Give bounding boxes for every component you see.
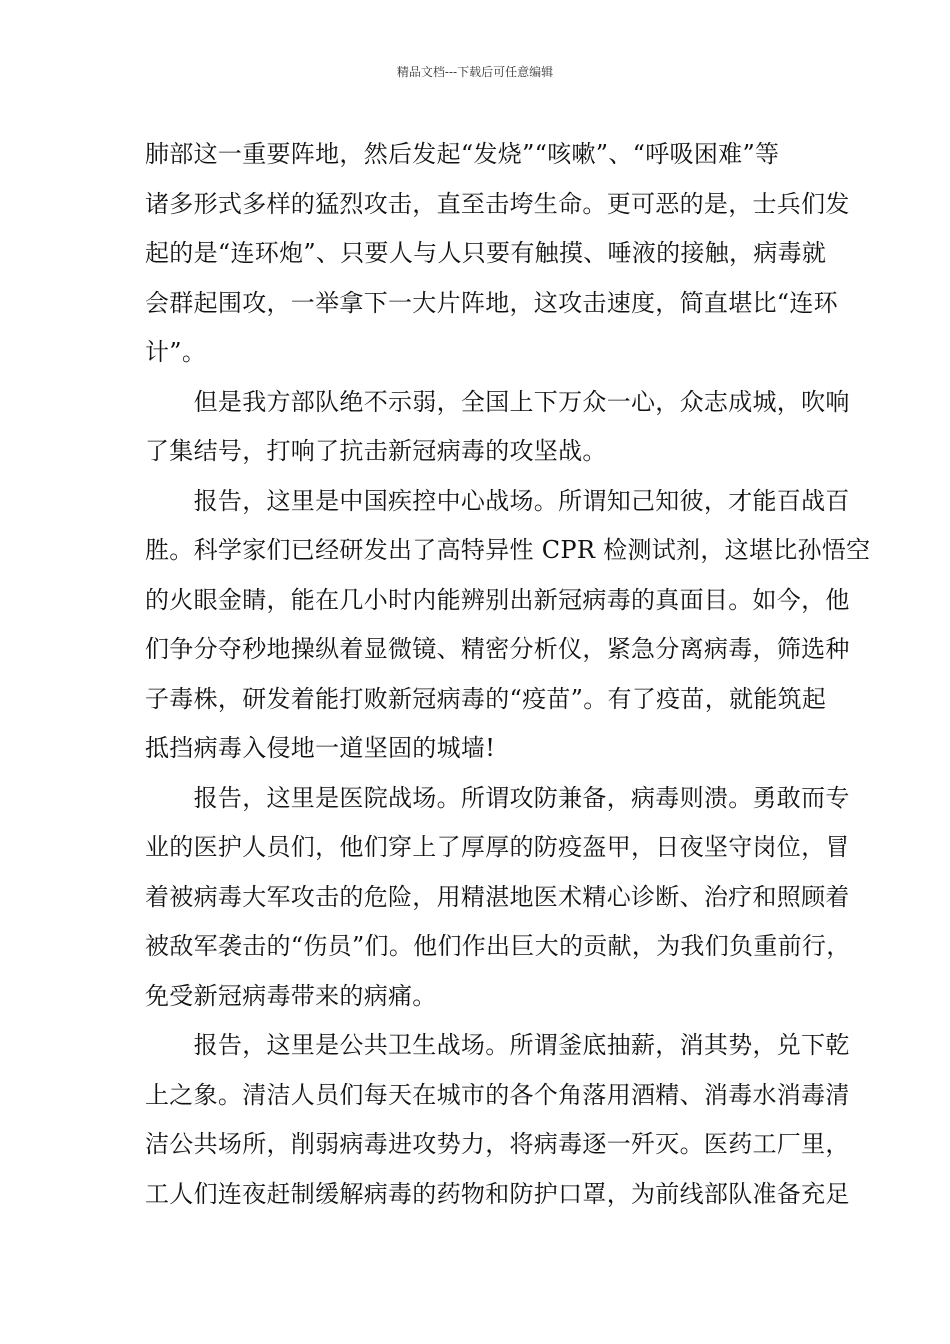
text-line: 了集结号，打响了抗击新冠病毒的攻坚战。	[145, 437, 607, 465]
text-line: 报告，这里是中国疾控中心战场。所谓知己知彼，才能百战百	[145, 486, 850, 515]
text-line: 被敌军袭击的“伤员”们。他们作出巨大的贡献，为我们负重前行，	[145, 932, 851, 960]
text-line: 业的医护人员们，他们穿上了厚厚的防疫盔甲，日夜坚守岗位，冒	[145, 833, 850, 861]
page-header: 精品文档---下载后可任意编辑	[396, 65, 554, 79]
text-line: 报告，这里是医院战场。所谓攻防兼备，病毒则溃。勇敢而专	[145, 783, 850, 812]
text-line: 着被病毒大军攻击的危险，用精湛地医术精心诊断、治疗和照顾着	[145, 882, 850, 911]
text-line: 会群起围攻，一举拿下一大片阵地，这攻击速度，简直堪比“连环	[145, 288, 838, 317]
text-line: 胜。科学家们已经研发出了高特异性 CPR 检测试剂，这堪比孙悟空	[145, 536, 871, 564]
text-line: 工人们连夜赶制缓解病毒的药物和防护口罩，为前线部队准备充足	[145, 1179, 850, 1208]
text-line: 计”。	[145, 338, 207, 366]
text-line: 肺部这一重要阵地，然后发起“发烧”“咳嗽”、“呼吸困难”等	[145, 140, 780, 168]
text-line: 们争分夺秒地操纵着显微镜、精密分析仪，紧急分离病毒，筛选种	[145, 635, 850, 663]
text-line: 起的是“连环炮”、只要人与人只要有触摸、唾液的接触，病毒就	[145, 239, 827, 267]
text-line: 但是我方部队绝不示弱，全国上下万众一心，众志成城，吹响	[145, 387, 850, 416]
text-line: 抵挡病毒入侵地一道坚固的城墙!	[145, 734, 496, 762]
text-line: 报告，这里是公共卫生战场。所谓釜底抽薪，消其势，兑下乾	[145, 1031, 850, 1059]
text-line: 免受新冠病毒带来的病痛。	[145, 981, 437, 1010]
text-line: 子毒株，研发着能打败新冠病毒的“疫苗”。有了疫苗，就能筑起	[145, 684, 827, 713]
document-body	[145, 130, 871, 1219]
text-line: 诸多形式多样的猛烈攻击，直至击垮生命。更可恶的是，士兵们发	[145, 189, 850, 218]
text-line: 洁公共场所，削弱病毒进攻势力，将病毒逐一歼灭。医药工厂里，	[145, 1130, 850, 1158]
text-line: 上之象。清洁人员们每天在城市的各个角落用酒精、消毒水消毒清	[145, 1080, 850, 1109]
text-line: 的火眼金睛，能在几小时内能辨别出新冠病毒的真面目。如今，他	[145, 585, 850, 614]
